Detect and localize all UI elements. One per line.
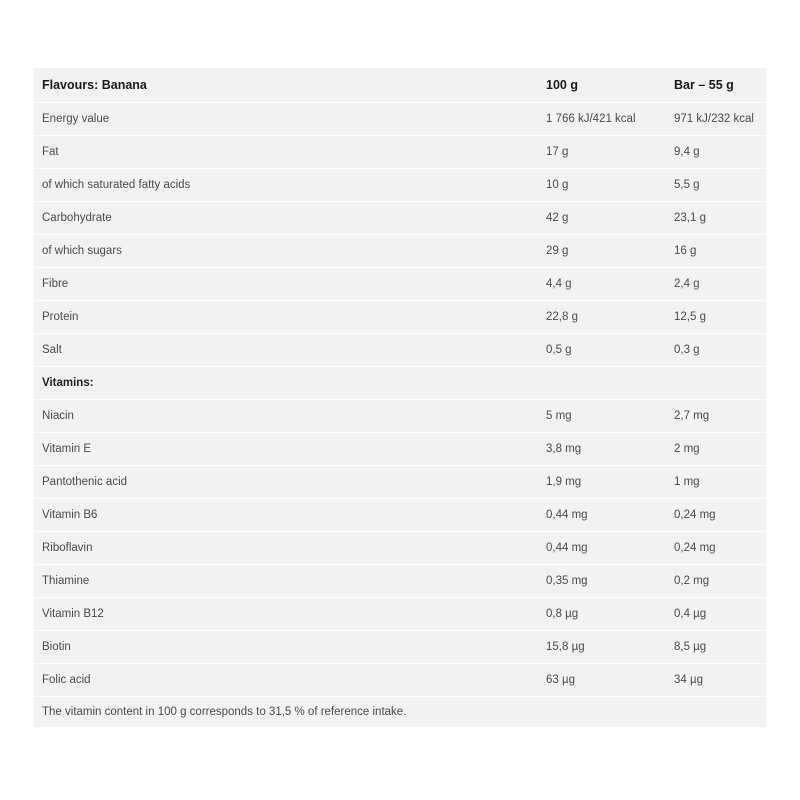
vitamin-footnote: The vitamin content in 100 g corresponds to 31,5 % of reference intake. (42, 706, 407, 718)
value-per-bar: 2,7 mg (666, 400, 766, 433)
table-row (34, 103, 766, 136)
nutrient-name: Carbohydrate (34, 202, 538, 235)
table-row (34, 334, 766, 367)
vitamin-name: Riboflavin (34, 532, 538, 565)
value-per-100g: 3,8 mg (538, 433, 666, 466)
value-per-bar: 9,4 g (666, 136, 766, 169)
vitamin-name: Vitamin E (34, 433, 538, 466)
value-per-bar: 0,3 g (666, 334, 766, 367)
value-per-bar: 1 mg (666, 466, 766, 499)
per-100g-header: 100 g (538, 68, 666, 103)
table-row (34, 400, 766, 433)
flavour-header: Flavours: Banana (34, 68, 538, 103)
vitamins-heading: Vitamins: (34, 367, 538, 400)
value-per-100g: 0,44 mg (538, 499, 666, 532)
vitamins-section-row (34, 367, 766, 400)
table-row (34, 169, 766, 202)
table-row (34, 499, 766, 532)
value-per-100g: 1,9 mg (538, 466, 666, 499)
value-per-bar: 0,4 µg (666, 598, 766, 631)
value-per-100g: 22,8 g (538, 301, 666, 334)
nutrient-name: Fat (34, 136, 538, 169)
nutrient-name: Energy value (34, 103, 538, 136)
value-per-100g: 0,8 µg (538, 598, 666, 631)
table-row (34, 532, 766, 565)
nutrient-name: Salt (34, 334, 538, 367)
table-header-row (34, 68, 766, 103)
value-per-bar: 2,4 g (666, 268, 766, 301)
nutrition-table (34, 68, 766, 697)
vitamin-name: Folic acid (34, 664, 538, 697)
value-per-bar: 0,2 mg (666, 565, 766, 598)
value-per-100g: 15,8 µg (538, 631, 666, 664)
value-per-bar: 12,5 g (666, 301, 766, 334)
value-per-100g: 42 g (538, 202, 666, 235)
value-per-bar: 8,5 µg (666, 631, 766, 664)
value-per-bar: 23,1 g (666, 202, 766, 235)
empty-cell (538, 367, 666, 400)
value-per-100g: 0,35 mg (538, 565, 666, 598)
value-per-bar: 2 mg (666, 433, 766, 466)
value-per-100g: 29 g (538, 235, 666, 268)
empty-cell (666, 367, 766, 400)
value-per-100g: 4,4 g (538, 268, 666, 301)
table-row (34, 136, 766, 169)
value-per-100g: 10 g (538, 169, 666, 202)
value-per-bar: 0,24 mg (666, 532, 766, 565)
value-per-100g: 1 766 kJ/421 kcal (538, 103, 666, 136)
nutrition-table-panel (34, 68, 766, 727)
table-row (34, 664, 766, 697)
vitamin-name: Thiamine (34, 565, 538, 598)
table-row (34, 301, 766, 334)
value-per-bar: 0,24 mg (666, 499, 766, 532)
vitamin-name: Vitamin B6 (34, 499, 538, 532)
vitamin-name: Biotin (34, 631, 538, 664)
table-row (34, 433, 766, 466)
value-per-bar: 5,5 g (666, 169, 766, 202)
value-per-100g: 0,5 g (538, 334, 666, 367)
nutrient-name: of which sugars (34, 235, 538, 268)
vitamin-name: Pantothenic acid (34, 466, 538, 499)
table-row (34, 598, 766, 631)
nutrient-name: Protein (34, 301, 538, 334)
value-per-100g: 5 mg (538, 400, 666, 433)
table-row (34, 202, 766, 235)
value-per-bar: 34 µg (666, 664, 766, 697)
value-per-bar: 971 kJ/232 kcal (666, 103, 766, 136)
value-per-100g: 63 µg (538, 664, 666, 697)
per-bar-header: Bar – 55 g (666, 68, 766, 103)
vitamin-name: Niacin (34, 400, 538, 433)
value-per-100g: 0,44 mg (538, 532, 666, 565)
value-per-bar: 16 g (666, 235, 766, 268)
nutrient-name: of which saturated fatty acids (34, 169, 538, 202)
table-row (34, 565, 766, 598)
table-row (34, 466, 766, 499)
table-row (34, 268, 766, 301)
table-row (34, 235, 766, 268)
vitamin-name: Vitamin B12 (34, 598, 538, 631)
table-row (34, 631, 766, 664)
nutrient-name: Fibre (34, 268, 538, 301)
value-per-100g: 17 g (538, 136, 666, 169)
